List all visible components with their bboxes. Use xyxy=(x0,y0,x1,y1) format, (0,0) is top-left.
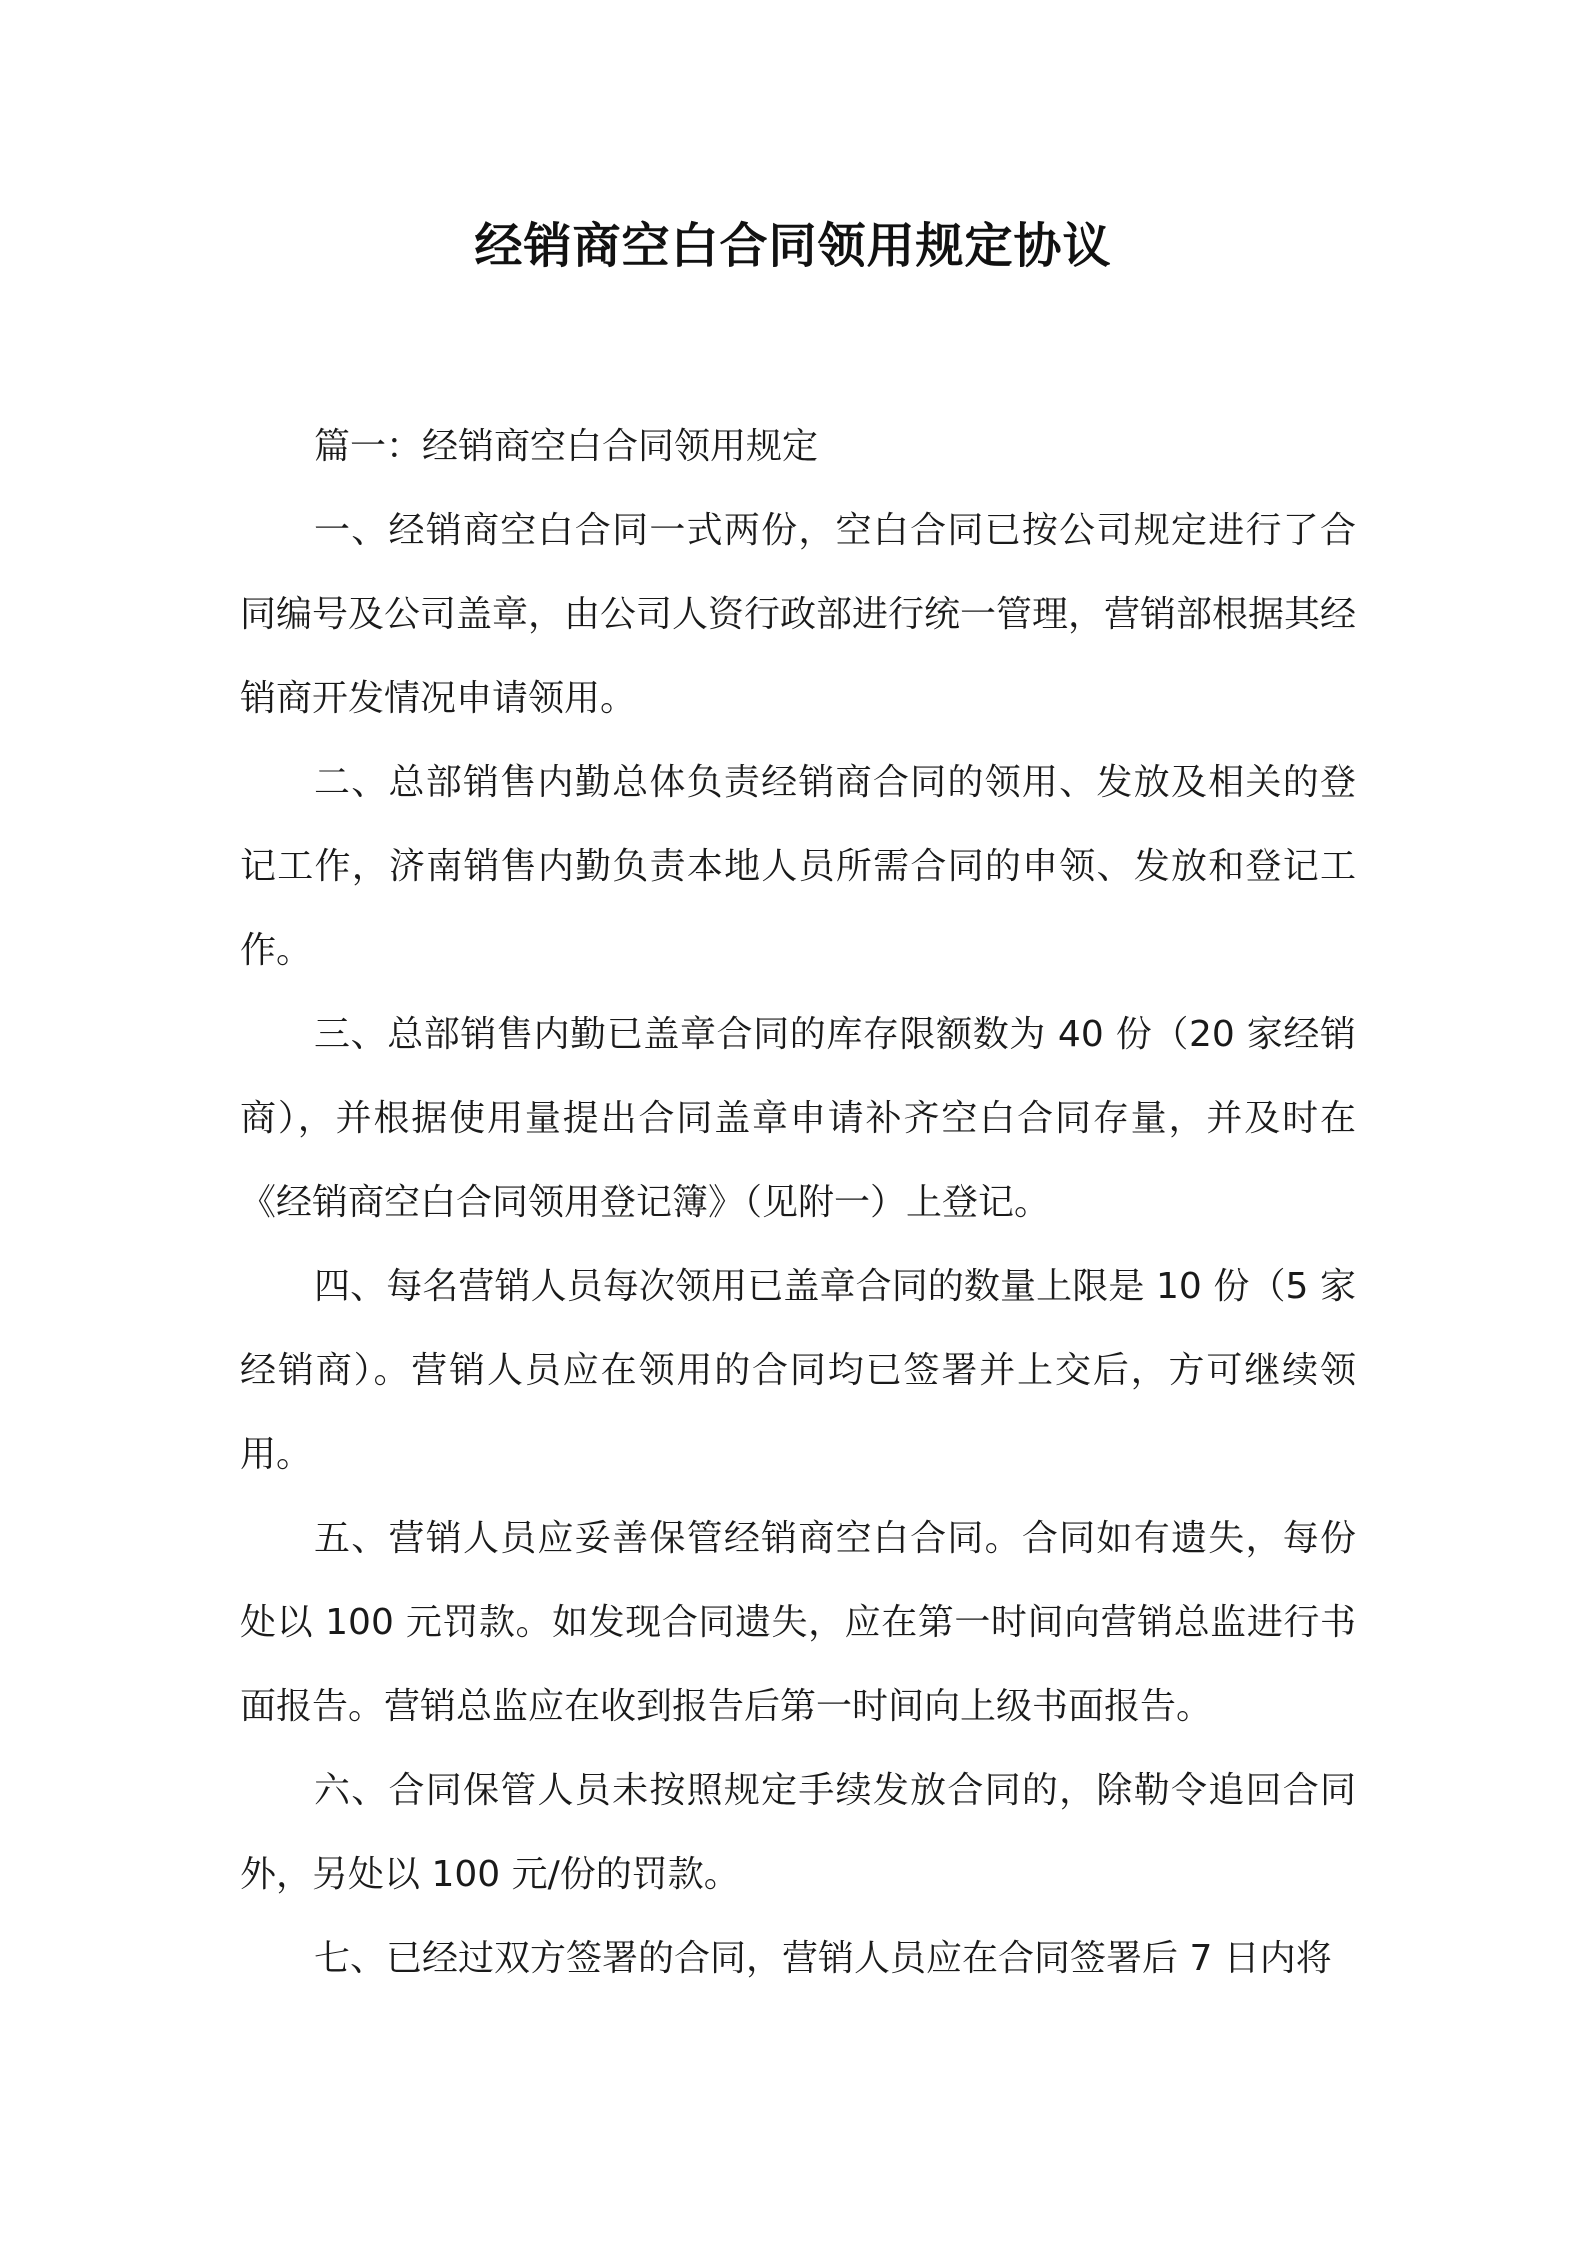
clause-7: 七、已经过双方签署的合同，营销人员应在合同签署后 7 日内将 xyxy=(314,1938,1332,1979)
document-title: 经销商空白合同领用规定协议 xyxy=(474,218,1112,274)
clause-1: 一、经销商空白合同一式两份，空白合同已按公司规定进行了合同编号及公司盖章，由公司人资行政部进行统一管理，营销部根据其经销商开发情况申请领用。 xyxy=(240,510,1357,719)
document-body xyxy=(240,405,1356,2001)
clause-5: 五、营销人员应妥善保管经销商空白合同。合同如有遗失，每份处以 100 元罚款。如发现合同遗失，应在第一时间向营销总监进行书面报告。营销总监应在收到报告后第一时间向上级书面报告。 xyxy=(240,1518,1356,1727)
clause-2: 二、总部销售内勤总体负责经销商合同的领用、发放及相关的登记工作，济南销售内勤负责本地人员所需合同的申领、发放和登记工作。 xyxy=(240,762,1356,971)
clause-4: 四、每名营销人员每次领用已盖章合同的数量上限是 10 份（5 家经销商）。营销人员应在领用的合同均已签署并上交后，方可继续领用。 xyxy=(240,1266,1356,1475)
clause-3: 三、总部销售内勤已盖章合同的库存限额数为 40 份（20 家经销商），并根据使用量提出合同盖章申请补齐空白合同存量，并及时在《经销商空白合同领用登记簿》（见附一）上登记。 xyxy=(240,1014,1356,1223)
clause-6: 六、合同保管人员未按照规定手续发放合同的，除勒令追回合同外，另处以 100 元/份的罚款。 xyxy=(240,1770,1356,1895)
section-heading: 篇一：经销商空白合同领用规定 xyxy=(314,426,819,467)
